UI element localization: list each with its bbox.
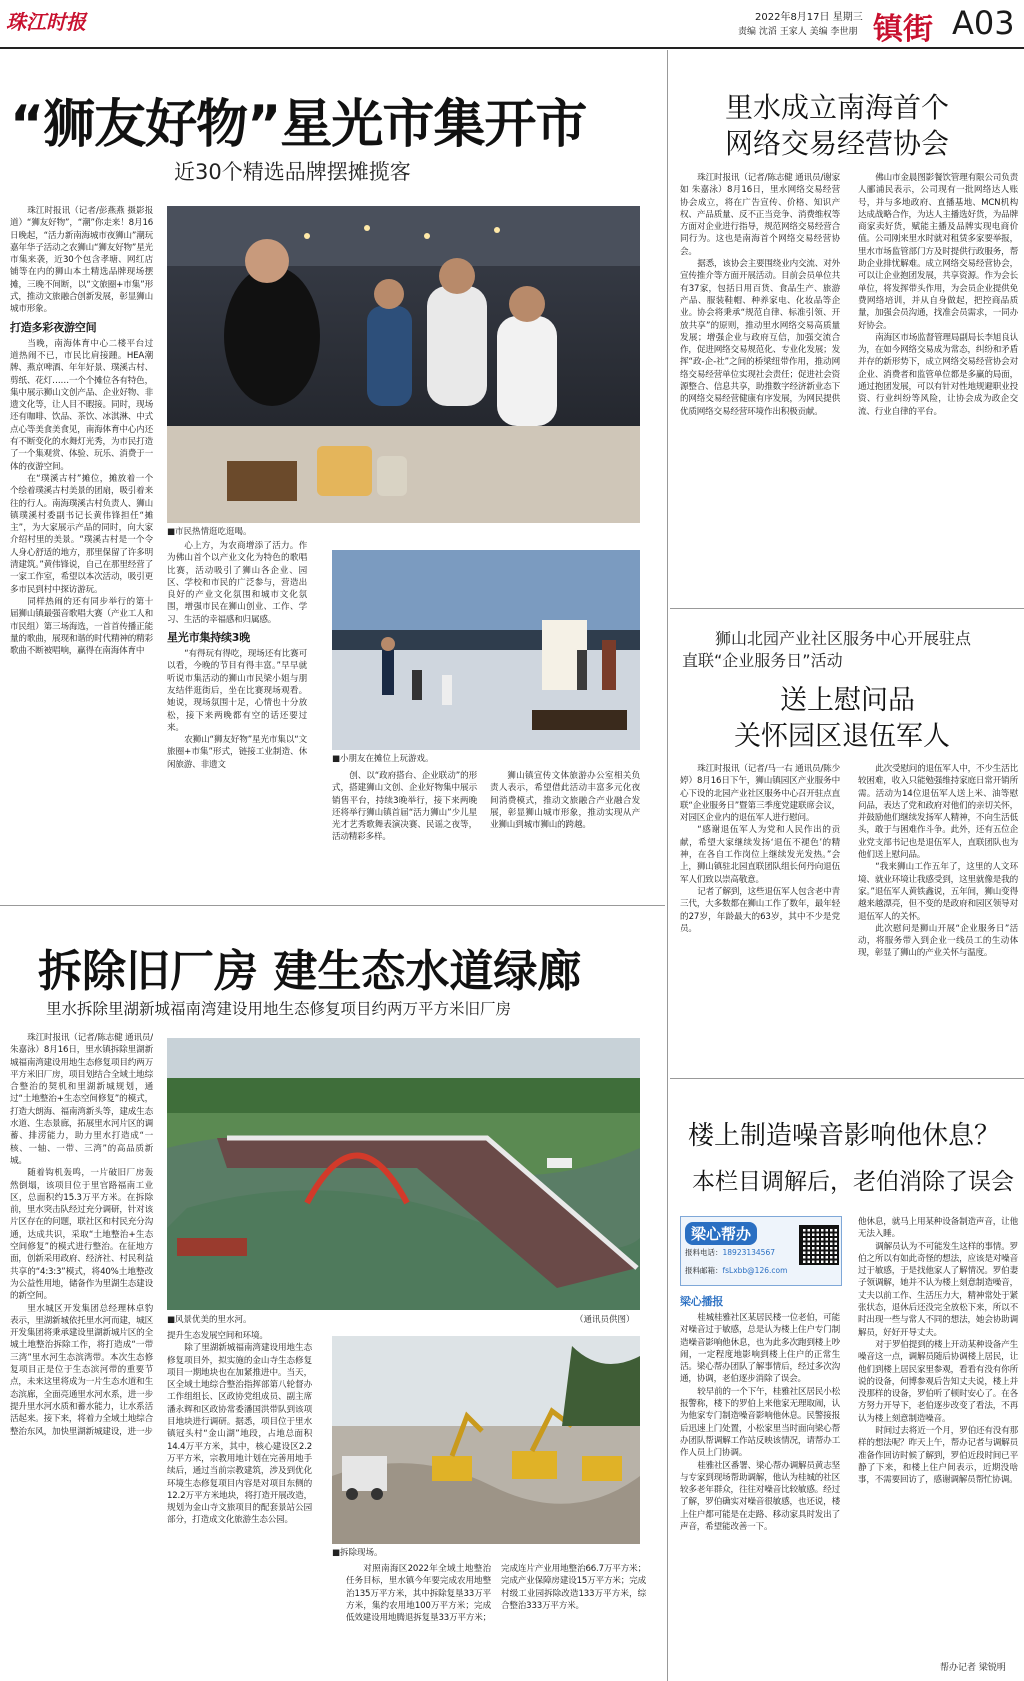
story5-column-1 [680, 1290, 840, 1675]
story2-caption-1: ■风景优美的里水河。 [167, 1315, 252, 1325]
email-address: fsLxbb@126.com [722, 1266, 788, 1275]
story4-para-2: “感谢退伍军人为党和人民作出的贡献，希望大家继续发扬‘退伍不褪色’的精神，在各自工作岗位上继续发光发热。”会上，狮山镇驻北园直联团队组长何丹向退伍军人们致以崇高敬意。 [680, 825, 840, 885]
story5-column-2 [858, 1216, 1018, 1656]
story5-para-4: 他休息，就马上用某种设备制造声音，让他无法入睡。 [858, 1217, 1018, 1240]
story4-bottom-rule [670, 1078, 1024, 1079]
story1-para-6: 农狮山“狮友好物”星光市集以“文旅圈+市集”形式，链接工业制造、休闲旅游、非遗文 [167, 735, 307, 770]
story4-column-1 [680, 763, 840, 1068]
story1-para-7: 创、以“政府搭台、企业联动”的形式，搭建狮山文创、企业好物集中展示销售平台，持续3晚举行，接下来两晚还将举行狮山镇首届“活力狮山”少儿星光才艺秀歌舞表演决赛、民谣之夜等，活动精彩多样。 [332, 771, 477, 843]
story2-column-2 [167, 1330, 312, 1677]
kids-game-image [332, 550, 640, 750]
email-row [685, 1265, 787, 1276]
story5-headline-line-2: 本栏目调解后，老伯消除了误会 [692, 1169, 1014, 1195]
story5-para-2: 较早前的一个下午，桂雅社区居民小松报警称，楼下的罗伯上来他家无理取闹，认为他家专门制造噪音影响他休息。民警接报后迅速上门处置，小松家里当时面向梁心帮办团队帮调解工作站反映该情况，请帮办工作人员上门协调。 [680, 1386, 840, 1459]
story2-photo-river [167, 1038, 640, 1310]
story4-para-3: 记者了解到，这些退伍军人包含老中青三代，大多数都在狮山工作了数年，最年轻的27岁，年龄最大的63岁，其中不少是党员。 [680, 886, 840, 934]
story5-para-1: 桂城桂雅社区某居民楼一位老伯，可能对噪音过于敏感，总是认为楼上住户专门制造噪音影响他休息，也为此多次跑到楼上吵闹，一定程度地影响到楼上住户的正常生活。梁心帮办团队了解事情后，经过多次沟通，协调，老伯逐步消除了误会。 [680, 1313, 840, 1385]
story5-para-6: 对于罗伯提到的楼上开动某种设备产生噪音这一点，调解员随后协调楼上居民，让他们到楼上居民家里参观，看看有没有你所说的设备，何博参观后告知丈夫说，楼上并没那样的设备，罗伯听了顿时安心了。在各方努力开导下，老伯逐步改变了看法，不再认为楼上刻意制造噪音。 [858, 1339, 1018, 1424]
story1-photo-market-stall [167, 206, 640, 523]
paper-name: 珠江时报 [6, 10, 86, 34]
story4-para-4: 此次受慰问的退伍军人中，不少生活比较困难，收入只能勉强维持家庭日常开销所需。活动为14位退伍军人送上米、油等慰问品，表达了党和政府对他们的亲切关怀，并鼓励他们继续发扬军人精神，不向生活低头，敢于与困难作斗争。此外，还有五位企业党支部书记也是退伍军人，直联团队也为他们送上慰问品。 [858, 764, 1018, 861]
story4-headline-line-1: 送上慰问品 [780, 685, 915, 716]
story3-para-3: 佛山市金晨图影餐饮管理有限公司负责人郦浦民表示，公司现有一批网络达人账号，并与多地政府、直播基地、MCN机构达成战略合作，为达人主播选好货，为品牌商家卖好货，赋能主播及品牌实现电商价值。公司刚来里水时就对租赁多家要举报，里水市场监管部门方及时提供行政服务，帮助企业排忧解难。成立网络交易经营协会，可以让企业抱团发展，共享资源。作为会长单位，将发挥带头作用，为会员企业提供免费网络培训，并从自身做起，把控商品质量，加强会员沟通，找准会员需求，一同办好协会。 [858, 173, 1018, 331]
story4-kicker-line-1: 狮山北园产业社区服务中心开展驻点 [715, 629, 972, 648]
qr-code-icon [799, 1225, 839, 1265]
story1-photo-kids-game [332, 550, 640, 750]
story1-lead: 珠江时报讯（记者/彭燕燕 摄影报道）“狮友好物”，“潮”你走来！8月16日晚起，“活力新南海城市夜狮山”潮玩嘉年华子活动之农狮山“狮友好物”星光市集来袭，近30个包含孝塘、网红店铺等在内的狮山本土精选品牌现场摆摊，三晚不间断，以“文旅圈+市集”形式，推动文旅融合创新发展，彰显狮山城市形象。 [10, 206, 153, 315]
story2-para-1: 珠江时报讯（记者/陈志健 通讯员/朱嘉泳）8月16日，里水镇拆除里湖新城福南湾建设用地生态修复项目约两万平方米旧厂房，项目划结合全域土地综合整治的契机和里湖新城规划，通过“土地整治+生态空间修复”的模式，打造大朗海、福南湾新头等，建成生态水道、生态景廊，拓展里水河片区的调蓄、排涝能力，助力里水打造成“一核、一轴、一带、三湾”的高品质新城。 [10, 1033, 153, 1166]
river-aerial-image [167, 1038, 640, 1310]
column-logo-text: 梁心帮办 [685, 1222, 757, 1245]
story3-column-2 [858, 172, 1018, 567]
story3-para-2: 据悉，该协会主要围绕业内交流、对外宣传推介等方面开展活动。目前会员单位共有37家，包括日用百货、食品生产、旅游产品、服装鞋帽、种养家电、化妆品等企业。协会将秉承“规范自律、标准引领、开放共享”的原则，推动里水网络交易高质量发展；增强企业与政府互信，加强交流合作，促进网络交易规范化、专业化发展；发挥“政-企-社”之间的桥梁纽带作用，推动网络交易经营单位实现社会责任；促进社会资源整合、信息共享，助推数字经济新业态下的网络交易经营健康有序发展，为网民提供优质网络交易经营环境作出积极贡献。 [680, 259, 840, 417]
story3-headline-line-2: 网络交易经营协会 [725, 127, 950, 160]
story1-subheading-2: 星光市集持续3晚 [167, 631, 251, 645]
masthead [0, 0, 1024, 50]
section-name: 镇街 [873, 12, 933, 47]
page-number: A03 [952, 4, 1015, 42]
story1-para-5: “有得玩有得吃，现场还有比赛可以看，今晚的节目有得丰富。”早早就听说市集活动的狮山市民梁小姐与朋友结伴逛街后，坐在比赛现场观看。她说，现场氛围十足，心情也十分放松，接下来两晚都有空的话还要过来。 [167, 649, 307, 733]
story4-para-5: “我来狮山工作五年了，这里的人文环境、就业环境让我感受到，这里就像是我的家。”退伍军人黄铁鑫说，五年间，狮山变得越来越漂亮，但不变的是政府和园区领导对退伍军人的关怀。 [858, 862, 1018, 922]
story5-subheading: 梁心播报 [680, 1295, 724, 1308]
story5-para-3: 桂雅社区番署、梁心帮办调解员黄志坚与专家到现场帮助调解，他认为桂城的社区较多老年群众，往往对噪音比较敏感。经过了解，罗伯确实对噪音很敏感，也还说，楼上住户都可能是在走路、移动家具时发出了声音，希望能改善一下。 [680, 1460, 840, 1533]
story2-column-3 [346, 1563, 646, 1677]
story2-caption-1-credit: （通讯员供图） [575, 1315, 635, 1325]
story1-subhead: 近30个精选品牌摆摊揽客 [174, 160, 411, 184]
story1-para-8: 狮山镇宣传文体旅游办公室相关负责人表示，希望借此活动丰富多元化夜间消费模式，推动文旅融合产业融合发展，彰显狮山城市形象，推动实现从产业狮山到城市狮山的跨越。 [490, 771, 640, 831]
story1-headline: “狮友好物”星光市集开市 [10, 95, 587, 155]
story4-column-2 [858, 763, 1018, 1068]
market-stall-image [167, 206, 640, 523]
story5-byline: 帮办记者 梁锐明 [940, 1663, 1006, 1673]
story2-para-5: 除了里湖新城福南湾建设用地生态修复项目外，拟实施的金山寺生态修复项目一期地块也在加紧推进中。当天，区全域土地综合整治指挥部第八轮督办工作组组长、区政协党组成员、副主席潘永辉和区政协常委潘国洪带队到该项目地块进行调研。据悉，项目位于里水镇冠头村“金山湖”地段，占地总面积14.4万平方米，其中，核心建设区2.2万平方米，宗教用地计划在完善用地手续后，通过当前宗教建筑，涉及到优化环境生态修复项目内容是对项目东侧的12.2万平方米地块，将打造开展改造，规划为金山寺文旅项目的配套景站公园部分，打造成文化旅游生态公园。 [167, 1343, 312, 1526]
section-divider-vertical [667, 50, 668, 1681]
story1-para-3: 同样热闹的还有同步举行的第十届狮山镇最强音歌唱大赛（产业工人和市民组）第三场海选，一首首传播正能量的歌曲，展现和谐的时代精神的精彩歌曲不断被唱响，赢得在南海体育中 [10, 596, 153, 657]
email-label: 报料邮箱： [685, 1266, 723, 1275]
story1-para-4: 心上方，为农商增添了活力。作为佛山首个以产业文化为特色的歌唱比赛，活动吸引了狮山各企业、园区、学校和市民的广泛参与，营造出良好的产业文化氛围和城市文化氛围，增强市民在狮山创业、工作、学习、生活的幸福感和归属感。 [167, 541, 307, 625]
story4-headline-line-2: 关怀园区退伍军人 [734, 721, 950, 752]
story2-photo-demolition [332, 1336, 640, 1544]
phone-label: 报料电话： [685, 1248, 723, 1257]
story3-bottom-rule [670, 608, 1024, 609]
story2-para-6: 对照南海区2022年全域土地整治任务目标，里水镇今年要完成农用地整治135万平方米，其中拆除复垦33万平方米，集约农用地100万平方米；完成低效建设用地腾退拆复垦33万平方米；完成连片产业用地整治66.7万平方米；完成产业保障房建设15万平方米；完成村级工业园拆除改造133万平方米，综合整治333万平方米。 [346, 1564, 646, 1624]
story3-headline-line-1: 里水成立南海首个 [725, 91, 950, 124]
story1-caption-2: ■小朋友在摊位上玩游戏。 [332, 754, 434, 764]
story1-column-2 [167, 540, 307, 885]
story2-subhead: 里水拆除里湖新城福南湾建设用地生态修复项目约两万平方米旧厂房 [46, 1000, 512, 1018]
story1-column-4 [490, 770, 640, 890]
story4-para-1: 珠江时报讯（记者/马一右 通讯员/陈少婷）8月16日下午，狮山镇园区产业服务中心下设的北园产业社区服务中心召开驻点直联“企业服务日”暨第三季度党建联席会议，对园区企业内的退伍军人进行慰问。 [680, 764, 840, 824]
story5-para-5: 调解员认为不可能发生这样的事情。罗伯之所以有如此奇怪的想法，应该是对噪音过于敏感，于是找他家人了解情况。罗伯妻子领调解，她并不认为楼上刻意制造噪音，丈夫以前工作、生活压力大，精神常处于紧张状态，退休后还没完全放松下来，所以不时出现一些与常人不同的想法，她会协助调解员，好好开导丈夫。 [858, 1241, 1018, 1338]
story5-para-7: 时间过去将近一个月，罗伯还有没有那样的想法呢？昨天上午，帮办记者与调解员准备作回访时候了解到，罗伯近段时间已平静了下来，和楼上住户间表示，近期没啥事，不需要回访了，感谢调解员帮忙协调。 [858, 1426, 1018, 1486]
issue-date: 2022年8月17日 星期三 [755, 12, 863, 23]
story1-para-1: 当晚，南海体育中心二楼平台过道热闹不已，市民比肩接踵。HEA潮牌、燕京啤酒、年年好景、璞溪古村、剪纸、花灯……一个个摊位各有特色，集中展示狮山文创产品、企业好物、非遗文化等，让人目不暇接。同时，现场还有咖啡、饮品、茶饮、冰淇淋、中式点心等美食美食见，南海体育中心内还有不断变化的水舞灯光秀，为市民打造了一个集观赏、体验、玩乐、消费于一体的夜游空间。 [10, 338, 153, 472]
masthead-rule [0, 47, 1024, 49]
story4-kicker-line-2: 直联“企业服务日”活动 [682, 651, 843, 670]
story5-headline-line-1: 楼上制造噪音影响他休息？ [688, 1121, 1001, 1151]
editors: 责编 沈滔 王家人 美编 李世朋 [738, 27, 858, 37]
story2-headline: 拆除旧厂房 建生态水道绿廊 [38, 946, 582, 997]
story2-para-3: 里水城区开发集团总经理林卓豹表示，里湖新城依托里水河而建，城区开发集团将秉承建设里湖新城片区的全城土地整治拆除工作，将打造成“一带三湾”里水河生态滨湾带。本次生态修复项目正是位于生态滨河带的重要节点，未来这里将成为一片生态水道和生态滨廊，全面亮通里水河水系，进一步提升里水河水质和蓄水能力，让水系活活起来。接下来，将着力全域土地综合整治东风，加快里湖新城建设，进一步 [10, 1303, 153, 1437]
story3-para-1: 珠江时报讯（记者/陈志健 通讯员/谢家如 朱嘉泳）8月16日，里水网络交易经营协会成立，将在广告宣传、价格、知识产权、产品质量、反不正当竞争、消费维权等方面对企业进行指导，规范网络交易经营合同行为。这也是南海首个网络交易经营协会。 [680, 173, 840, 257]
demolition-site-image [332, 1336, 640, 1544]
story1-bottom-rule [0, 905, 665, 906]
story1-column-3 [332, 770, 477, 890]
story3-column-1 [680, 172, 840, 567]
story2-para-2: 随着钩机轰鸣，一片破旧厂房轰然倒塌，该项目位于里官路福南工业区，总面积约15.3万平方米。在拆除前，里水突击队经过充分调研，针对该片区存在的问题，联社区和村民充分沟通，达成共识，采取“土地整治+生态空间修复”的模式进行整治。在征地方面，创新采用政府、经济社、村民利益共享的“4:3:3”模式，将40%土地整改为公益性用地，储备作为里湖生态建设的新空间。 [10, 1168, 153, 1302]
story1-caption-1: ■市民热情逛吃逛喝。 [167, 527, 252, 537]
phone-row [685, 1247, 775, 1258]
column-logo-box [680, 1216, 842, 1286]
story2-column-1 [10, 1032, 153, 1677]
phone-number: 18923134567 [722, 1248, 775, 1257]
story3-para-4: 南海区市场监督管理局副局长李旭良认为，在如今网络交易成为常态，纠纷和矛盾并存的新形势下，成立网络交易经营协会对企业、消费者和监管单位都是多赢的局面，通过抱团发展，可以有针对性地规避职业投资、行业纠纷等风险，让协会成为政企交流、行业自律的平台。 [858, 332, 1018, 417]
story4-para-6: 此次慰问是狮山开展“企业服务日”活动，将服务带入到企业一线员工的生动体现，彰显了狮山的产业关怀与温度。 [858, 923, 1018, 959]
story1-column-1 [10, 205, 153, 885]
story1-para-2: 在“璞溪古村”摊位，摊放着一个个绘着璞溪古村美景的团扇，吸引着来往的行人。南海璞溪古村负责人、狮山镇璞溪村委副书记长黄伟锋担任“摊主”，为大家展示产品的同时，向大家介绍村里的美景。“璞溪古村是一个令人身心舒适的地方，那里保留了许多明清建筑。”黄伟锋说，自己在那里经营了一家工作室，希望以本次活动，吸引更多市民到村中探访游玩。 [10, 473, 153, 595]
story1-subheading-1: 打造多彩夜游空间 [10, 320, 97, 334]
story2-caption-2: ■拆除现场。 [332, 1548, 383, 1558]
story2-para-4: 提升生态发展空间和环境。 [167, 1331, 268, 1341]
